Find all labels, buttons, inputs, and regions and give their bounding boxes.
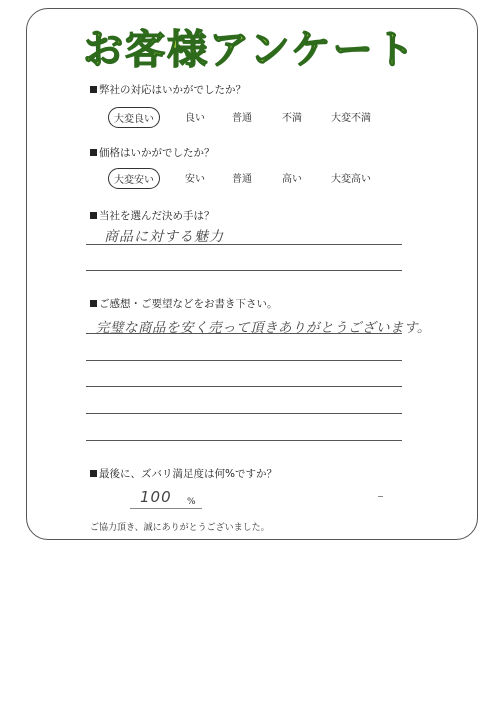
- bullet-square-icon: [90, 86, 97, 93]
- question-label: 最後に、ズバリ満足度は何%ですか？: [99, 468, 277, 480]
- answer-line: [86, 440, 402, 441]
- survey-title: お客様アンケート: [83, 27, 417, 73]
- option-service-very-good[interactable]: 大変良い: [108, 107, 160, 128]
- option-price-very-cheap[interactable]: 大変安い: [108, 168, 160, 189]
- option-price-high[interactable]: 高い: [282, 174, 302, 185]
- answer-line: [86, 386, 402, 387]
- answer-satisfaction: 100: [140, 488, 172, 506]
- question-price: [90, 145, 215, 160]
- option-service-poor[interactable]: 不満: [282, 113, 302, 124]
- footer-thanks: ご協力頂き、誠にありがとうございました。: [90, 523, 270, 533]
- answer-line: [86, 244, 402, 245]
- option-price-cheap[interactable]: 安い: [185, 174, 205, 185]
- answer-line: [86, 360, 402, 361]
- bullet-square-icon: [90, 300, 97, 307]
- question-label: 当社を選んだ決め手は？: [99, 210, 215, 222]
- bullet-square-icon: [90, 149, 97, 156]
- question-service: [90, 82, 246, 97]
- answer-comments: 完璧な商品を安く売って頂きありがとうございます。: [96, 320, 431, 336]
- question-satisfaction: [90, 466, 277, 481]
- question-reason: [90, 208, 215, 223]
- question-label: 弊社の対応はいかがでしたか？: [99, 84, 246, 96]
- option-service-normal[interactable]: 普通: [232, 113, 252, 124]
- question-label: ご感想・ご要望などをお書き下さい。: [99, 298, 278, 310]
- question-label: 価格はいかがでしたか？: [99, 147, 215, 159]
- option-price-very-high[interactable]: 大変高い: [331, 174, 371, 185]
- satisfaction-underline: [130, 508, 202, 509]
- answer-line: [86, 333, 402, 334]
- stray-mark: [378, 496, 383, 497]
- bullet-square-icon: [90, 470, 97, 477]
- percent-unit: %: [187, 497, 196, 507]
- answer-reason: 商品に対する魅力: [104, 229, 224, 245]
- bullet-square-icon: [90, 212, 97, 219]
- option-price-normal[interactable]: 普通: [232, 174, 252, 185]
- option-service-good[interactable]: 良い: [185, 113, 205, 124]
- option-service-very-poor[interactable]: 大変不満: [331, 113, 371, 124]
- answer-line: [86, 413, 402, 414]
- answer-line: [86, 270, 402, 271]
- question-comments: [90, 296, 278, 311]
